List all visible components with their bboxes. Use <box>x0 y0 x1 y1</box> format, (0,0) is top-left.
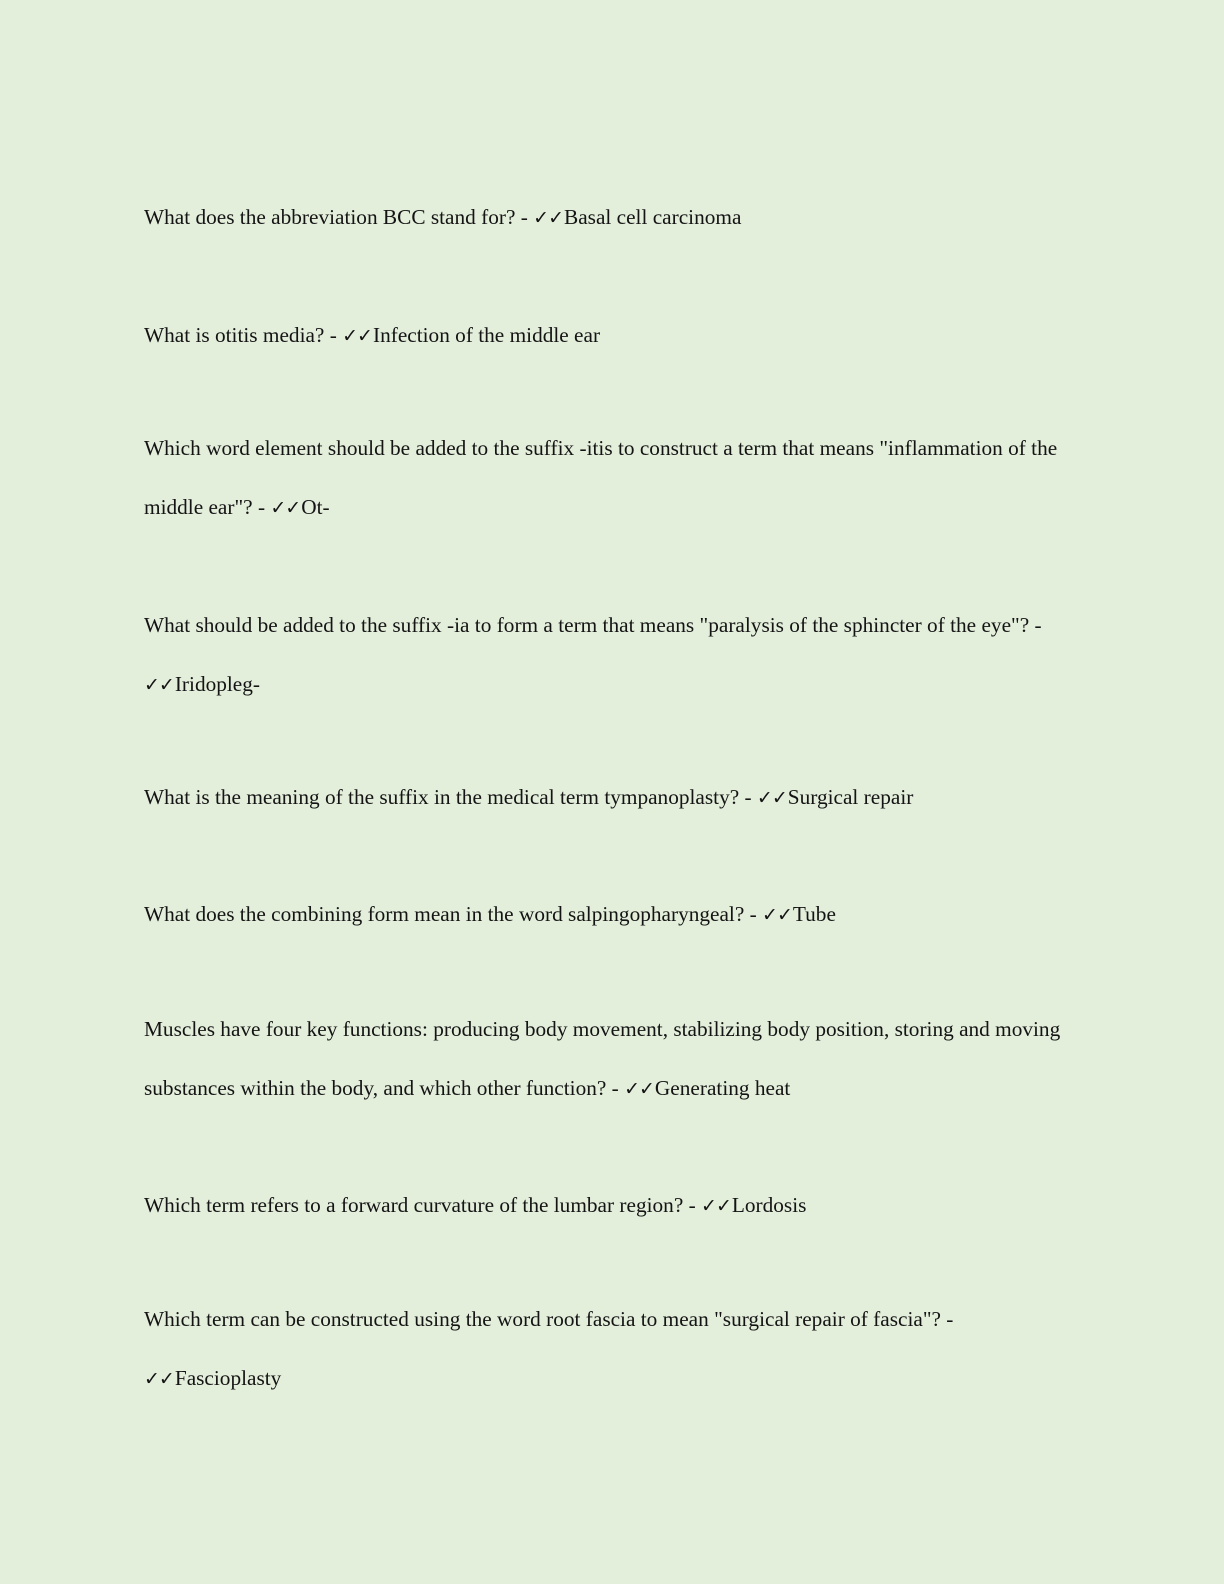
double-check-icon: ✓✓ <box>762 904 792 926</box>
double-check-icon: ✓✓ <box>144 1368 174 1390</box>
answer-text: Iridopleg- <box>174 672 261 696</box>
qa-item <box>144 596 1064 715</box>
qa-item <box>144 419 1064 538</box>
question-text: Which term can be constructed using the word root fascia to mean "surgical repair of fascia"? <box>144 1307 941 1331</box>
answer-text: Fascioplasty <box>174 1366 282 1390</box>
separator: - <box>683 1193 702 1217</box>
separator: - <box>515 205 534 229</box>
separator: - <box>324 323 343 347</box>
qa-item <box>144 1176 1064 1236</box>
question-text: What is the meaning of the suffix in the medical term tympanoplasty? <box>144 785 740 809</box>
answer-text: Generating heat <box>654 1076 791 1100</box>
double-check-icon: ✓✓ <box>756 787 787 809</box>
answer-text: Ot- <box>301 495 330 519</box>
double-check-icon: ✓✓ <box>701 1195 731 1217</box>
qa-item <box>144 885 1064 945</box>
qa-item <box>144 768 1064 828</box>
answer-text: Basal cell carcinoma <box>564 205 742 229</box>
separator: - <box>744 902 763 926</box>
double-check-icon: ✓✓ <box>144 674 174 696</box>
separator: - <box>606 1076 625 1100</box>
question-text: What should be added to the suffix -ia to form a term that means "paralysis of the sphincter of the eye"? <box>144 613 1030 637</box>
question-text: What is otitis media? <box>144 323 325 347</box>
qa-item <box>144 188 1064 248</box>
double-check-icon: ✓✓ <box>624 1078 654 1100</box>
separator: - <box>1029 613 1042 637</box>
double-check-icon: ✓✓ <box>270 497 301 519</box>
question-text: Which term refers to a forward curvature of the lumbar region? <box>144 1193 684 1217</box>
answer-text: Surgical repair <box>787 785 914 809</box>
separator: - <box>252 495 271 519</box>
double-check-icon: ✓✓ <box>533 207 564 229</box>
qa-item <box>144 1000 1064 1119</box>
question-text: What does the combining form mean in the word salpingopharyngeal? <box>144 902 745 926</box>
answer-text: Tube <box>792 902 836 926</box>
separator: - <box>940 1307 954 1331</box>
answer-text: Infection of the middle ear <box>372 323 601 347</box>
qa-item <box>144 1290 1064 1409</box>
double-check-icon: ✓✓ <box>342 325 372 347</box>
answer-text: Lordosis <box>731 1193 807 1217</box>
separator: - <box>739 785 757 809</box>
question-text: What does the abbreviation BCC stand for? <box>144 205 516 229</box>
qa-item <box>144 306 1064 366</box>
question-text: Muscles have four key functions: producing body movement, stabilizing body position, storing and moving substances within the body, and which other function? <box>144 1017 1061 1100</box>
question-text: Which word element should be added to the suffix -itis to construct a term that means "inflammation of the middle ear"? <box>144 436 1058 519</box>
